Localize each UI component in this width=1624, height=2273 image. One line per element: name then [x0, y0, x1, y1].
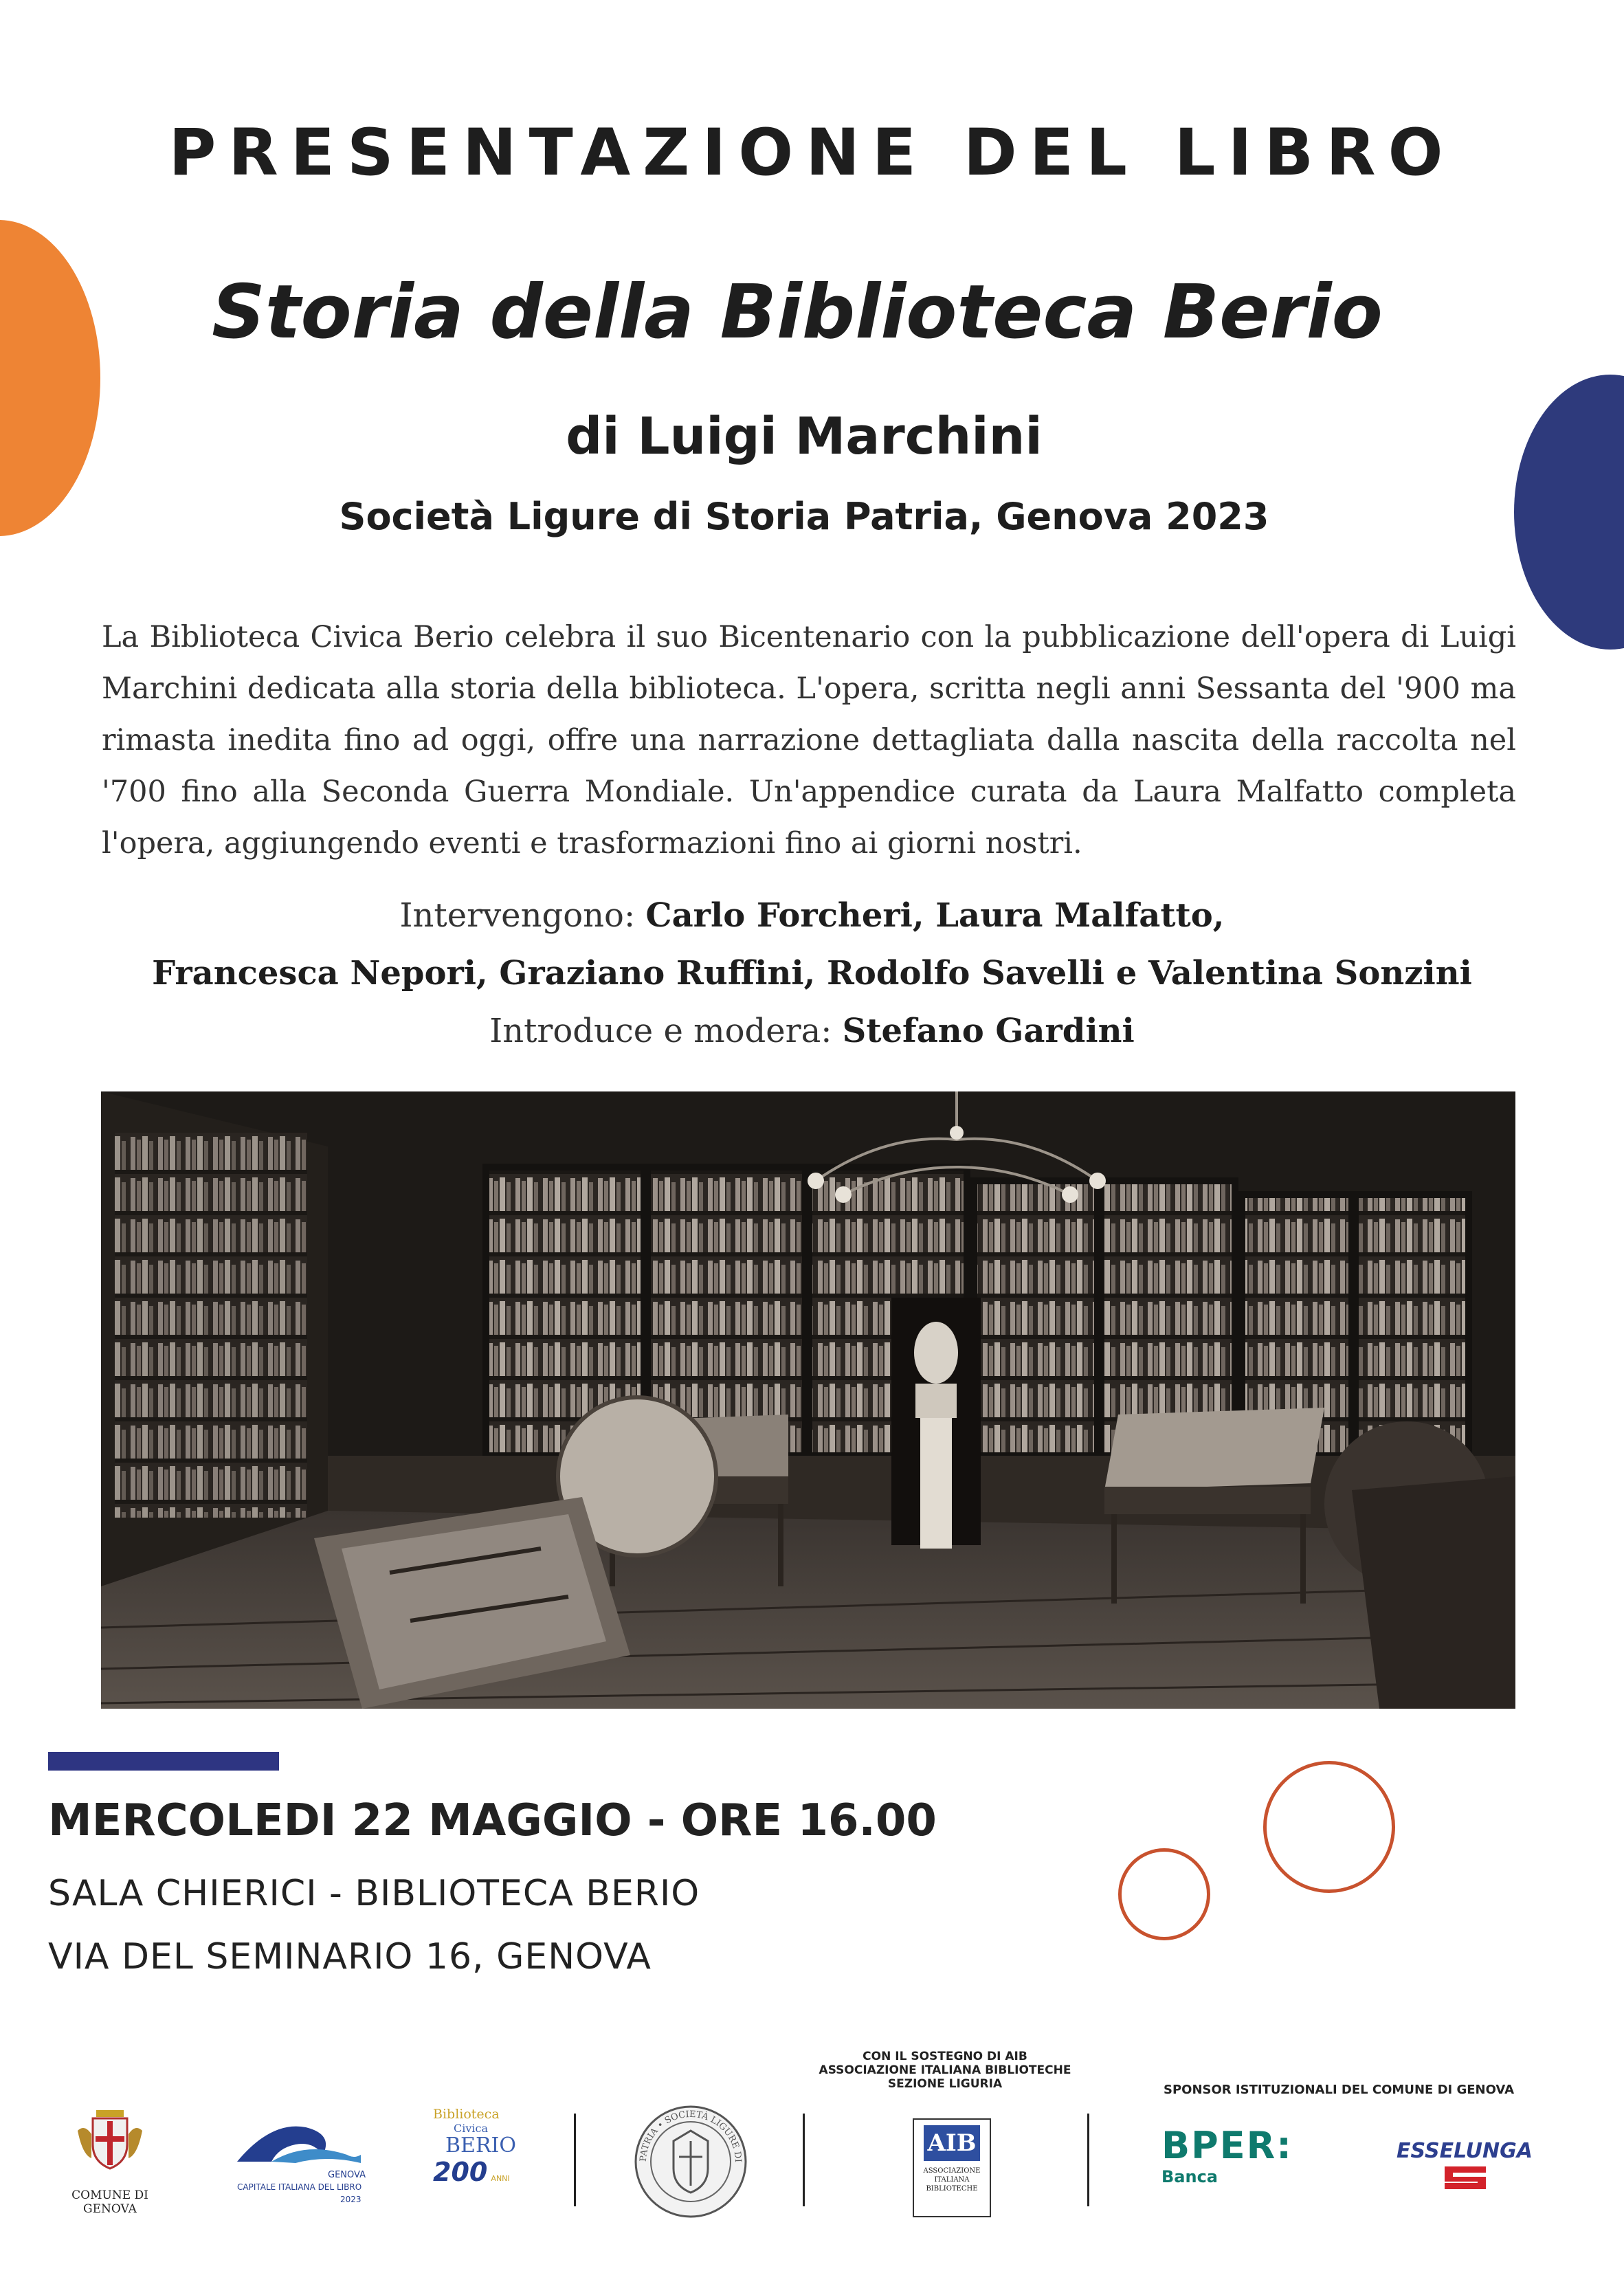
esselunga-logo — [1397, 2139, 1548, 2193]
page-title: PRESENTAZIONE DEL LIBRO — [168, 115, 1456, 190]
berio-200-logo — [433, 2107, 522, 2220]
decorative-ring-small — [1118, 1848, 1210, 1940]
aib-logo-text: AIB — [924, 2125, 980, 2161]
esselunga-s-icon — [1438, 2163, 1493, 2191]
aib-sostegno-line3: SEZIONE LIGURIA — [887, 2077, 1003, 2091]
library-hall-photo — [101, 1091, 1515, 1709]
seal-icon — [632, 2103, 749, 2220]
footer-separator-1 — [574, 2114, 576, 2206]
comune-genova-logo — [55, 2103, 165, 2224]
capitale-name: GENOVA — [328, 2170, 366, 2180]
book-author: di Luigi Marchini — [566, 407, 1043, 466]
berio-anni: 200 — [433, 2157, 488, 2187]
speakers-names-2: Francesca Nepori, Graziano Ruffini, Rodolfo Savelli e Valentina Sonzini — [152, 954, 1472, 993]
societa-ligure-seal — [632, 2103, 749, 2220]
berio-line2: Civica — [454, 2122, 489, 2135]
aib-sostegno-line1: CON IL SOSTEGNO DI AIB — [863, 2050, 1027, 2063]
footer-separator-3 — [1087, 2114, 1089, 2206]
moderator-name: Stefano Gardini — [842, 1012, 1135, 1050]
speakers-names-1: Carlo Forcheri, Laura Malfatto, — [645, 896, 1225, 935]
aib-logo — [913, 2118, 991, 2217]
seal-text: PATRIA • SOCIETÀ LIGURE DI — [638, 2109, 744, 2163]
bper-logo — [1161, 2124, 1293, 2186]
wave-icon — [230, 2114, 368, 2169]
esselunga-name: ESSELUNGA — [1397, 2139, 1533, 2163]
decorative-ring-large — [1263, 1761, 1395, 1893]
event-date: MERCOLEDI 22 MAGGIO - ORE 16.00 — [48, 1795, 937, 1846]
event-venue: SALA CHIERICI - BIBLIOTECA BERIO — [48, 1873, 700, 1914]
aib-logo-sub: ASSOCIAZIONE ITALIANA BIBLIOTECHE — [923, 2167, 981, 2193]
aib-sostegno-block — [797, 2050, 1093, 2091]
bper-name: BPER: — [1161, 2124, 1293, 2167]
berio-anni-label: ANNI — [491, 2174, 510, 2183]
capitale-sub: CAPITALE ITALIANA DEL LIBRO — [237, 2182, 362, 2192]
capitale-year: 2023 — [340, 2195, 361, 2204]
event-address: VIA DEL SEMINARIO 16, GENOVA — [48, 1936, 652, 1977]
footer-separator-2 — [803, 2114, 805, 2206]
library-hall-illustration — [101, 1091, 1515, 1709]
berio-line3: BERIO — [445, 2133, 516, 2158]
moderator-label: Introduce e modera: — [489, 1012, 832, 1050]
aib-sostegno-line2: ASSOCIAZIONE ITALIANA BIBLIOTECHE — [819, 2063, 1071, 2077]
sponsor-label: SPONSOR ISTITUZIONALI DEL COMUNE DI GENOVA — [1164, 2083, 1515, 2097]
speakers-line-2 — [0, 944, 1624, 1002]
speakers-line-1 — [0, 887, 1624, 944]
book-publisher: Società Ligure di Storia Patria, Genova 2023 — [339, 495, 1269, 538]
moderator-line — [0, 1002, 1624, 1060]
berio-line1: Biblioteca — [433, 2107, 500, 2122]
speakers-intro-label: Intervengono: — [399, 896, 636, 935]
capitale-libro-logo — [230, 2114, 368, 2224]
comune-label: COMUNE DI GENOVA — [71, 2188, 148, 2216]
bper-sub: Banca — [1161, 2167, 1218, 2186]
description-paragraph: La Biblioteca Civica Berio celebra il suo Bicentenario con la pubblicazione dell'opera di Luigi Marchini dedicata alla storia della biblioteca. L'opera, scritta negli anni Sessanta del '900 ma rimasta inedita fino ad oggi, offre una narrazione dettagliata dalla nascita della raccolta nel '700 fino alla Seconda Guerra Mondiale. Un'appendice curata da Laura Malfatto completa l'opera, aggiungendo eventi e trasformazioni fino ai giorni nostri. — [102, 620, 1516, 861]
book-title: Storia della Biblioteca Berio — [212, 269, 1383, 355]
speakers-block — [0, 887, 1624, 1060]
decorative-bar — [48, 1752, 279, 1771]
comune-crest-icon — [72, 2103, 148, 2172]
decorative-orange-circle — [0, 220, 100, 536]
